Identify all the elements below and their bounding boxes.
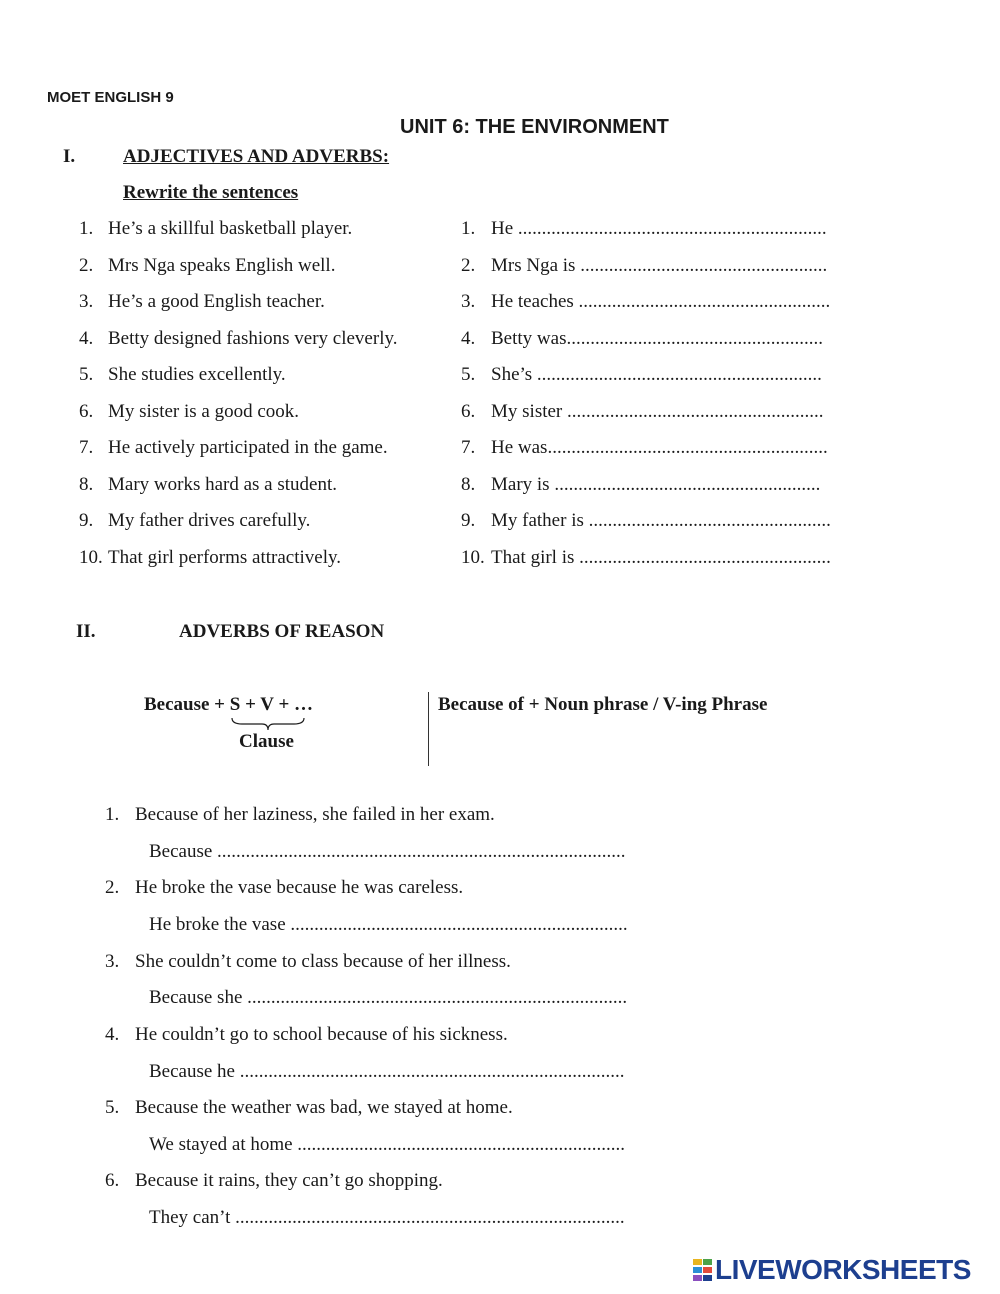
formula-phrase: Because of + Noun phrase / V-ing Phrase	[438, 694, 768, 715]
answer-line[interactable]: He broke the vase .......................................................................	[149, 914, 628, 935]
answer-number: 10.	[461, 547, 485, 568]
source-sentence: He’s a good English teacher.	[108, 291, 325, 312]
section2-title: ADVERBS OF REASON	[179, 621, 385, 642]
question-text: Because the weather was bad, we stayed at home.	[135, 1097, 513, 1118]
answer-line[interactable]: He .................................................................	[491, 218, 827, 239]
answer-number: 1.	[461, 218, 476, 239]
brace-icon	[230, 716, 306, 732]
question-text: He broke the vase because he was careless.	[135, 877, 464, 898]
question-text: He couldn’t go to school because of his sickness.	[135, 1024, 508, 1045]
item-number: 1.	[79, 218, 94, 239]
source-sentence: Mary works hard as a student.	[108, 474, 338, 495]
answer-number: 3.	[461, 291, 476, 312]
source-sentence: Mrs Nga speaks English well.	[108, 255, 336, 276]
exercise-row	[0, 547, 1000, 577]
answer-number: 2.	[461, 255, 476, 276]
item-number: 2.	[79, 255, 94, 276]
logo-blocks-icon	[693, 1259, 713, 1281]
liveworksheets-logo	[693, 1255, 993, 1285]
answer-number: 6.	[461, 401, 476, 422]
item-number: 9.	[79, 510, 94, 531]
item-number: 10.	[79, 547, 103, 568]
question-text: Because of her laziness, she failed in her exam.	[135, 804, 495, 825]
answer-number: 7.	[461, 437, 476, 458]
item-number: 5.	[105, 1097, 120, 1118]
answer-line[interactable]: My sister ......................................................	[491, 401, 824, 422]
exercise-row	[0, 364, 1000, 394]
formula-divider	[428, 692, 429, 766]
answer-line[interactable]: We stayed at home .....................................................................	[149, 1134, 626, 1155]
answer-line[interactable]: Because ......................................................................................	[149, 841, 626, 862]
exercise-row	[0, 328, 1000, 358]
course-label: MOET ENGLISH 9	[47, 89, 174, 106]
source-sentence: She studies excellently.	[108, 364, 286, 385]
answer-line[interactable]: Mary is ........................................................	[491, 474, 821, 495]
exercise-row	[0, 510, 1000, 540]
logo-text: LIVEWORKSHEETS	[715, 1254, 971, 1285]
item-number: 5.	[79, 364, 94, 385]
item-number: 6.	[79, 401, 94, 422]
item-number: 3.	[105, 951, 120, 972]
answer-line[interactable]: That girl is .....................................................	[491, 547, 831, 568]
answer-line[interactable]: He was...........................................................	[491, 437, 828, 458]
clause-label: Clause	[239, 731, 294, 752]
item-number: 3.	[79, 291, 94, 312]
answer-line[interactable]: Betty was......................................................	[491, 328, 823, 349]
answer-number: 8.	[461, 474, 476, 495]
exercise-row	[0, 474, 1000, 504]
unit-title: UNIT 6: THE ENVIRONMENT	[400, 116, 669, 138]
source-sentence: My father drives carefully.	[108, 510, 311, 531]
section2-number: II.	[76, 621, 96, 642]
formula-clause: Because + S + V + …	[144, 694, 314, 715]
answer-line[interactable]: They can’t ..................................................................................	[149, 1207, 625, 1228]
answer-number: 4.	[461, 328, 476, 349]
section1-instruction: Rewrite the sentences	[123, 182, 299, 203]
item-number: 6.	[105, 1170, 120, 1191]
section1-title: ADJECTIVES AND ADVERBS:	[123, 146, 390, 167]
item-number: 2.	[105, 877, 120, 898]
item-number: 4.	[105, 1024, 120, 1045]
answer-number: 9.	[461, 510, 476, 531]
exercise-row	[0, 255, 1000, 285]
answer-line[interactable]: He teaches .....................................................	[491, 291, 831, 312]
answer-line[interactable]: Mrs Nga is ....................................................	[491, 255, 828, 276]
item-number: 4.	[79, 328, 94, 349]
item-number: 7.	[79, 437, 94, 458]
exercise-row	[0, 401, 1000, 431]
source-sentence: He actively participated in the game.	[108, 437, 388, 458]
answer-number: 5.	[461, 364, 476, 385]
source-sentence: He’s a skillful basketball player.	[108, 218, 353, 239]
question-text: She couldn’t come to class because of her illness.	[135, 951, 511, 972]
item-number: 8.	[79, 474, 94, 495]
answer-line[interactable]: Because she ................................................................................	[149, 987, 628, 1008]
exercise-row	[0, 437, 1000, 467]
exercise-row	[0, 218, 1000, 248]
answer-line[interactable]: Because he .................................................................................	[149, 1061, 625, 1082]
source-sentence: Betty designed fashions very cleverly.	[108, 328, 398, 349]
source-sentence: That girl performs attractively.	[108, 547, 342, 568]
exercise-row	[0, 291, 1000, 321]
answer-line[interactable]: She’s ............................................................	[491, 364, 822, 385]
answer-line[interactable]: My father is ...................................................	[491, 510, 831, 531]
source-sentence: My sister is a good cook.	[108, 401, 300, 422]
question-text: Because it rains, they can’t go shopping.	[135, 1170, 443, 1191]
item-number: 1.	[105, 804, 120, 825]
section1-number: I.	[63, 146, 76, 167]
